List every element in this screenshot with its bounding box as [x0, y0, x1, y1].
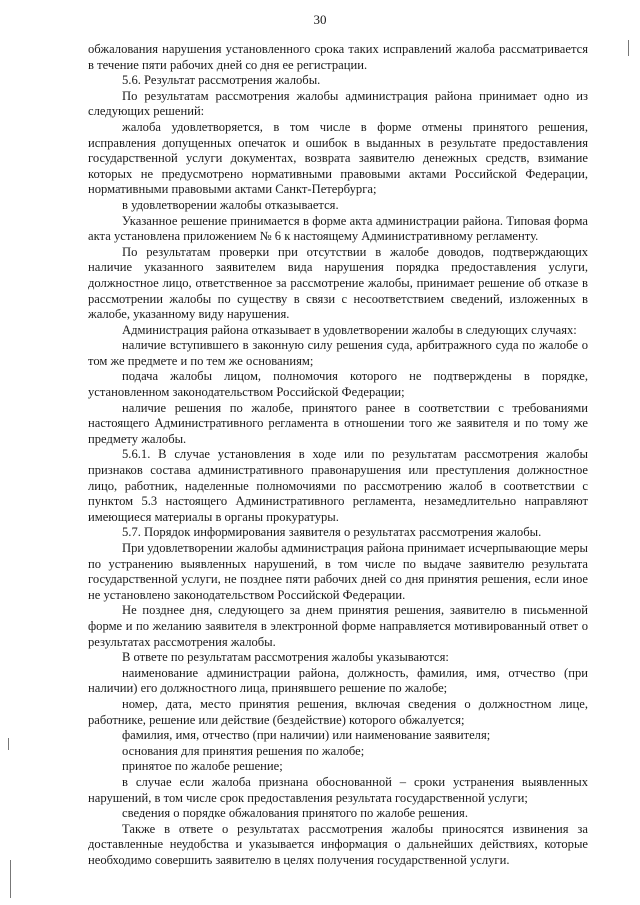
document-paragraph: сведения о порядке обжалования принятого по жалобе решения.: [122, 806, 468, 821]
document-paragraph: в удовлетворении жалобы отказывается.: [122, 197, 339, 212]
scan-edge-mark: [628, 40, 629, 56]
document-paragraph: принятое по жалобе решение;: [122, 759, 283, 774]
document-paragraph: подача жалобы лицом, полномочия которого не подтверждены в порядке, установленном законодательством Российской Федерации;: [88, 369, 588, 400]
document-paragraph: жалоба удовлетворяется, в том числе в форме отмены принятого решения, исправления допущенных опечаток и ошибок в выданных в результате предоставления государственной услуги документах, возврата заявителю денежных средств, взимание которых не предусмотрено нормативными правовыми актами Российской Федерации, нормативными правовыми актами Санкт-Петербурга;: [88, 119, 588, 197]
document-paragraph: По результатам проверки при отсутствии в жалобе доводов, подтверждающих наличие указанного заявителем вида нарушения порядка предоставления услуги, должностное лицо, ответственное за рассмотрение жалобы, принимает решение об отказе в рассмотрении жалобы по существу в связи с несоответствием сведений, изложенных в жалобе, указанному виду нарушения.: [88, 244, 588, 322]
document-paragraph: номер, дата, место принятия решения, включая сведения о должностном лице, работнике, решение или действие (бездействие) которого обжалуется;: [88, 696, 588, 727]
document-paragraph: наличие вступившего в законную силу решения суда, арбитражного суда по жалобе о том же предмете и по тем же основаниям;: [88, 338, 588, 368]
page-number: 30: [313, 12, 327, 27]
document-paragraph: 5.7. Порядок информирования заявителя о результатах рассмотрения жалобы.: [122, 525, 542, 540]
document-paragraph: Не позднее дня, следующего за днем принятия решения, заявителю в письменной форме и по желанию заявителя в электронной форме направляется мотивированный ответ о результатах рассмотрения жалобы.: [88, 603, 588, 649]
document-paragraph: наименование администрации района, должность, фамилия, имя, отчество (при наличии) его должностного лица, принявшего решение по жалобе;: [88, 665, 588, 696]
document-paragraph: наличие решения по жалобе, принятого ранее в соответствии с требованиями настоящего Административного регламента в отношении того же заявителя и по тому же предмету жалобы.: [88, 400, 588, 446]
document-paragraph: обжалования нарушения установленного срока таких исправлений жалоба рассматривается в течение пяти рабочих дней со дня ее регистрации.: [88, 42, 588, 72]
document-paragraph: фамилия, имя, отчество (при наличии) или наименование заявителя;: [122, 728, 491, 743]
document-paragraph: основания для принятия решения по жалобе;: [122, 743, 365, 758]
scan-edge-mark: [10, 860, 11, 898]
document-paragraph: По результатам рассмотрения жалобы администрация района принимает одно из следующих решений:: [88, 88, 588, 119]
scan-edge-mark: [8, 738, 9, 750]
document-paragraph: Также в ответе о результатах рассмотрения жалобы приносятся извинения за доставленные неудобства и указывается информация о дальнейших действиях, которые необходимо совершить заявителю в целях получения государственной услуги.: [88, 821, 588, 867]
document-paragraph: В ответе по результатам рассмотрения жалобы указываются:: [122, 650, 449, 665]
document-paragraph: Указанное решение принимается в форме акта администрации района. Типовая форма акта установлена приложением № 6 к настоящему Административному регламенту.: [88, 213, 588, 244]
document-paragraph: 5.6.1. В случае установления в ходе или по результатам рассмотрения жалобы признаков состава административного правонарушения или преступления должностное лицо, работник, наделенные полномочиями по рассмотрению жалоб в соответствии с пунктом 5.3 настоящего Административного регламента, незамедлительно направляют имеющиеся материалы в органы прокуратуры.: [88, 447, 588, 524]
document-paragraph: Администрация района отказывает в удовлетворении жалобы в следующих случаях:: [122, 322, 577, 337]
document-paragraph: 5.6. Результат рассмотрения жалобы.: [122, 73, 321, 88]
document-paragraph: При удовлетворении жалобы администрация района принимает исчерпывающие меры по устранению выявленных нарушений, в том числе по выдаче заявителю результата государственной услуги, не позднее пяти рабочих дней со дня принятия решения, если иное не установлено законодательством Российской Федерации.: [88, 541, 588, 602]
document-paragraph: в случае если жалоба признана обоснованной – сроки устранения выявленных нарушений, в том числе срок предоставления результата государственной услуги;: [88, 774, 588, 805]
document-body: [88, 42, 588, 868]
